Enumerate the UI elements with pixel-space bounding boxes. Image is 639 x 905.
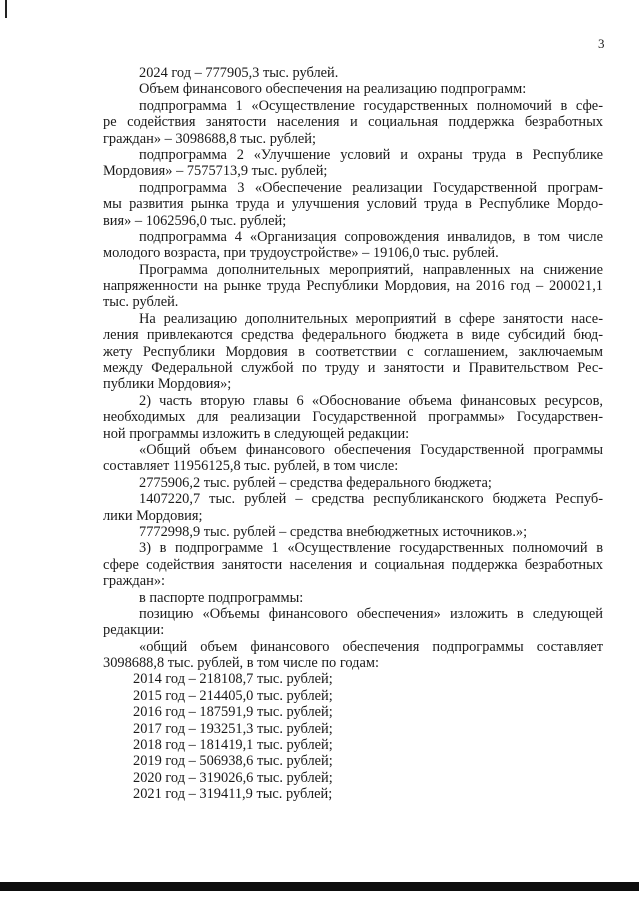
text-line: необходимых для реализации Государственной программы» Государствен- — [103, 409, 603, 426]
scan-edge-mark — [5, 0, 7, 18]
text-line: сфере содействия занятости населения и социальная поддержка безработных — [103, 556, 603, 573]
text-line: подпрограмма 4 «Организация сопровождения инвалидов, в том числе — [139, 228, 603, 245]
text-line: публики Мордовия»; — [103, 376, 232, 393]
text-line: в паспорте подпрограммы: — [139, 589, 304, 606]
text-line: Мордовия» – 7575713,9 тыс. рублей; — [103, 163, 328, 180]
text-line: редакции: — [103, 622, 165, 639]
text-line: 2) часть вторую главы 6 «Обоснование объема финансовых ресурсов, — [139, 392, 603, 409]
text-line: мы развития рынка труда и улучшения условий труда в Республике Мордо- — [103, 196, 603, 213]
text-line: подпрограмма 3 «Обеспечение реализации Государственной програм- — [139, 179, 603, 196]
text-line: Программа дополнительных мероприятий, направленных на снижение — [139, 261, 603, 278]
text-line: позицию «Объемы финансового обеспечения» изложить в следующей — [139, 605, 603, 622]
text-line: молодого возраста, при трудоустройстве» – 19106,0 тыс. рублей. — [103, 245, 499, 262]
text-line: На реализацию дополнительных мероприятий в сфере занятости насе- — [139, 310, 603, 327]
year-line: 2017 год – 193251,3 тыс. рублей; — [133, 720, 333, 737]
text-line: лики Мордовия; — [103, 507, 203, 524]
text-line: 2024 год – 777905,3 тыс. рублей. — [139, 65, 339, 81]
text-line: подпрограмма 2 «Улучшение условий и охраны труда в Республике — [139, 146, 603, 163]
year-line: 2018 год – 181419,1 тыс. рублей; — [133, 737, 333, 754]
year-line: 2020 год – 319026,6 тыс. рублей; — [133, 769, 333, 786]
text-line: ления привлекаются средства федерального бюджета в виде субсидий бюд- — [103, 327, 603, 344]
text-line: вия» – 1062596,0 тыс. рублей; — [103, 212, 287, 229]
text-line: «Общий объем финансового обеспечения Государственной программы — [139, 441, 603, 458]
text-line: между Федеральной службой по труду и занятости и Правительством Рес- — [103, 360, 603, 377]
text-line: ной программы изложить в следующей редакции: — [103, 425, 410, 442]
year-line: 2016 год – 187591,9 тыс. рублей; — [133, 704, 333, 721]
text-line: Объем финансового обеспечения на реализацию подпрограмм: — [139, 81, 527, 98]
page-number: 3 — [598, 36, 605, 51]
text-line: ре содействия занятости населения и социальная поддержка безработных — [103, 114, 603, 131]
text-line: 3) в подпрограмме 1 «Осуществление государственных полномочий в — [139, 540, 603, 557]
text-line: подпрограмма 1 «Осуществление государственных полномочий в сфе- — [139, 97, 603, 114]
text-line: жету Республики Мордовия в соответствии с соглашением, заключаемым — [103, 343, 603, 360]
year-line: 2021 год – 319411,9 тыс. рублей; — [133, 786, 333, 803]
text-line: 7772998,9 тыс. рублей – средства внебюджетных источников.»; — [139, 523, 528, 540]
text-line: «общий объем финансового обеспечения подпрограммы составляет — [139, 638, 603, 655]
document-body — [103, 65, 603, 803]
text-line: напряженности на рынке труда Республики Мордовия, на 2016 год – 200021,1 — [103, 278, 603, 295]
text-line: граждан» – 3098688,8 тыс. рублей; — [103, 130, 316, 147]
year-line: 2019 год – 506938,6 тыс. рублей; — [133, 753, 333, 770]
year-line: 2014 год – 218108,7 тыс. рублей; — [133, 671, 333, 688]
text-line: составляет 11956125,8 тыс. рублей, в том числе: — [103, 458, 399, 475]
scan-bottom-bar — [0, 882, 639, 891]
year-line: 2015 год – 214405,0 тыс. рублей; — [133, 687, 333, 704]
text-line: граждан»: — [103, 573, 166, 590]
text-line: 2775906,2 тыс. рублей – средства федерального бюджета; — [139, 474, 492, 491]
text-line: 3098688,8 тыс. рублей, в том числе по годам: — [103, 655, 379, 672]
text-line: 1407220,7 тыс. рублей – средства республиканского бюджета Респуб- — [139, 491, 603, 508]
text-line: тыс. рублей. — [103, 294, 179, 311]
